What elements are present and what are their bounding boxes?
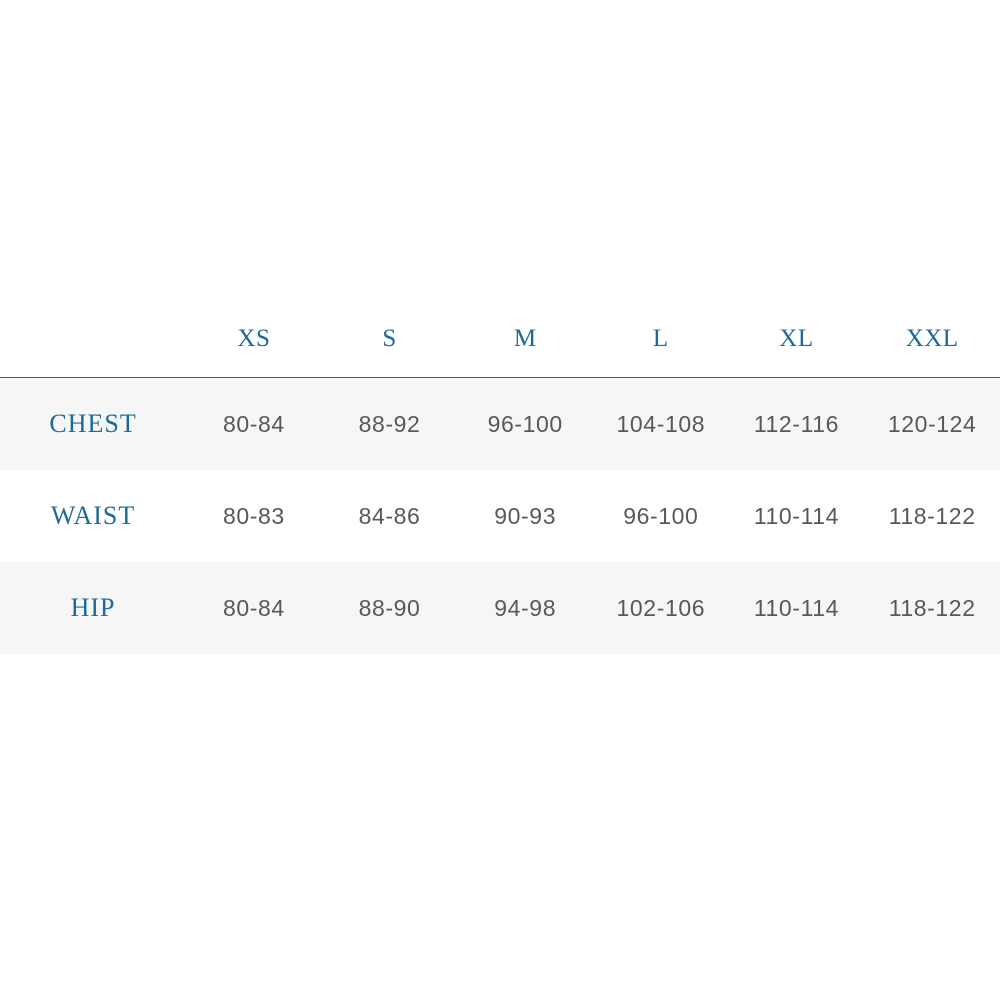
cell-chest-xl: 112-116 <box>753 410 840 437</box>
cell-waist-m: 90-93 <box>494 502 557 529</box>
cell-waist-xs: 80-83 <box>222 502 285 529</box>
header-size-xs: XS <box>237 325 271 352</box>
cell-waist-xl: 110-114 <box>753 502 840 529</box>
row-label-waist: WAIST <box>50 501 136 530</box>
cell-hip-m: 94-98 <box>494 594 557 621</box>
row-label-hip: HIP <box>70 593 116 622</box>
cell-hip-s: 88-90 <box>358 594 421 621</box>
header-row <box>0 325 1000 378</box>
header-size-xxl: XXL <box>905 325 959 352</box>
cell-hip-xxl: 118-122 <box>888 594 976 621</box>
cell-waist-l: 96-100 <box>623 502 699 529</box>
table-header <box>0 325 1000 378</box>
table-row <box>0 562 1000 654</box>
size-chart-table <box>0 325 1000 654</box>
header-size-m: M <box>513 325 537 352</box>
cell-chest-xs: 80-84 <box>222 410 285 437</box>
table-row <box>0 378 1000 471</box>
header-size-xl: XL <box>779 325 814 352</box>
header-size-s: S <box>382 325 397 352</box>
cell-hip-l: 102-106 <box>616 594 706 621</box>
cell-chest-m: 96-100 <box>487 410 563 437</box>
cell-chest-s: 88-92 <box>358 410 421 437</box>
cell-waist-xxl: 118-122 <box>888 502 976 529</box>
row-label-chest: CHEST <box>49 409 137 438</box>
cell-waist-s: 84-86 <box>358 502 421 529</box>
cell-hip-xl: 110-114 <box>753 594 840 621</box>
header-size-l: L <box>652 325 669 352</box>
cell-chest-l: 104-108 <box>616 410 706 437</box>
size-chart-container <box>0 325 1000 654</box>
header-corner <box>0 325 186 378</box>
cell-chest-xxl: 120-124 <box>887 410 977 437</box>
table-row <box>0 470 1000 562</box>
cell-hip-xs: 80-84 <box>222 594 285 621</box>
table-body <box>0 378 1000 655</box>
